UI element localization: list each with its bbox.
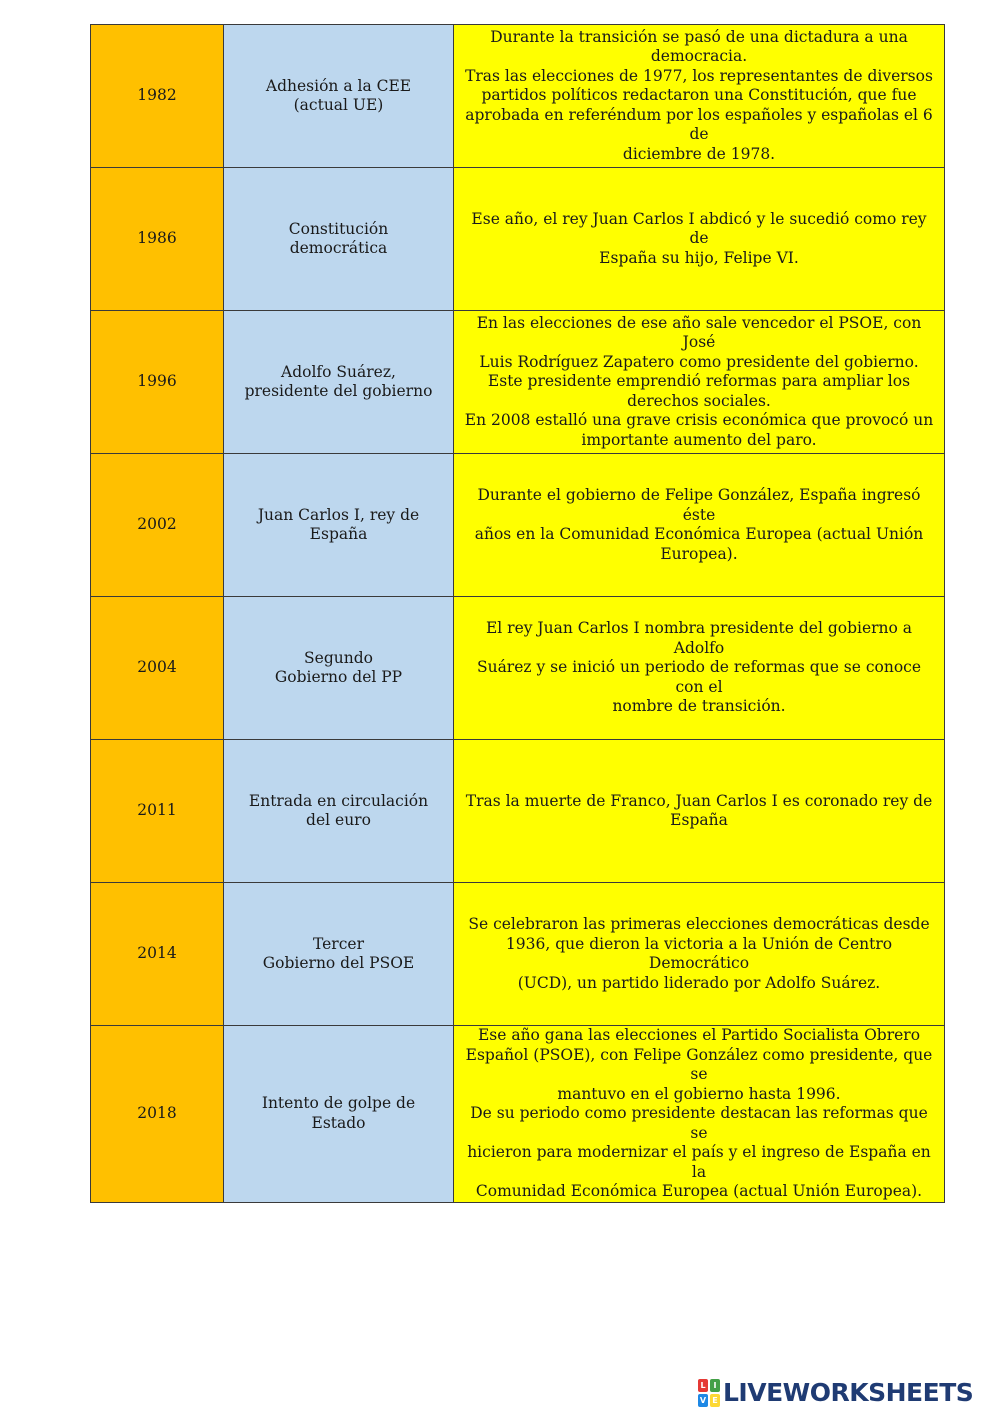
table-row — [91, 597, 945, 740]
year-cell: 2014 — [91, 883, 224, 1026]
year-cell: 2018 — [91, 1026, 224, 1203]
event-cell: Constitución democrática — [224, 168, 454, 311]
table-row — [91, 454, 945, 597]
year-cell: 2004 — [91, 597, 224, 740]
year-cell: 1982 — [91, 25, 224, 168]
event-cell: Adolfo Suárez, presidente del gobierno — [224, 311, 454, 454]
event-cell: Juan Carlos I, rey de España — [224, 454, 454, 597]
logo-letter: V — [699, 1396, 707, 1405]
table-row — [91, 168, 945, 311]
year-cell: 2002 — [91, 454, 224, 597]
description-cell: Ese año, el rey Juan Carlos I abdicó y le sucedió como rey de España su hijo, Felipe VI. — [454, 168, 945, 311]
event-cell: Segundo Gobierno del PP — [224, 597, 454, 740]
logo-letter: I — [710, 1379, 720, 1392]
table-row — [91, 1026, 945, 1203]
brand-name: LIVEWORKSHEETS — [723, 1378, 974, 1407]
year-cell: 2011 — [91, 740, 224, 883]
logo-letter: L — [698, 1379, 708, 1392]
event-cell: Tercer Gobierno del PSOE — [224, 883, 454, 1026]
table-row — [91, 883, 945, 1026]
table-row — [91, 25, 945, 168]
description-cell: En las elecciones de ese año sale vencedor el PSOE, con José Luis Rodríguez Zapatero como presidente del gobierno. Este presidente emprendió reformas para ampliar los derechos sociales. En 2008 estalló una grave crisis económica que provocó un importante aumento del paro. — [454, 311, 945, 454]
liveworksheets-logo — [698, 1376, 994, 1410]
logo-letter: E — [710, 1394, 720, 1407]
table-row — [91, 740, 945, 883]
description-cell: Ese año gana las elecciones el Partido Socialista Obrero Español (PSOE), con Felipe González como presidente, que se mantuvo en el gobierno hasta 1996. De su periodo como presidente destacan las reformas que se hicieron para modernizar el país y el ingreso de España en la Comunidad Económica Europea (actual Unión Europea). — [454, 1026, 945, 1203]
description-cell: Tras la muerte de Franco, Juan Carlos I es coronado rey de España — [454, 740, 945, 883]
year-cell: 1996 — [91, 311, 224, 454]
logo-mark-icon — [698, 1379, 720, 1407]
event-cell: Intento de golpe de Estado — [224, 1026, 454, 1203]
description-cell: Durante la transición se pasó de una dictadura a una democracia. Tras las elecciones de 1977, los representantes de diversos partidos políticos redactaron una Constitución, que fue aprobada en referéndum por los españoles y españolas el 6 de diciembre de 1978. — [454, 25, 945, 168]
event-cell: Entrada en circulación del euro — [224, 740, 454, 883]
year-cell: 1986 — [91, 168, 224, 311]
description-cell: El rey Juan Carlos I nombra presidente del gobierno a Adolfo Suárez y se inició un periodo de reformas que se conoce con el nombre de transición. — [454, 597, 945, 740]
table-row — [91, 311, 945, 454]
event-cell: Adhesión a la CEE (actual UE) — [224, 25, 454, 168]
description-cell: Se celebraron las primeras elecciones democráticas desde 1936, que dieron la victoria a la Unión de Centro Democrático (UCD), un partido liderado por Adolfo Suárez. — [454, 883, 945, 1026]
timeline-table — [90, 24, 945, 1203]
description-cell: Durante el gobierno de Felipe González, España ingresó éste años en la Comunidad Económica Europea (actual Unión Europea). — [454, 454, 945, 597]
